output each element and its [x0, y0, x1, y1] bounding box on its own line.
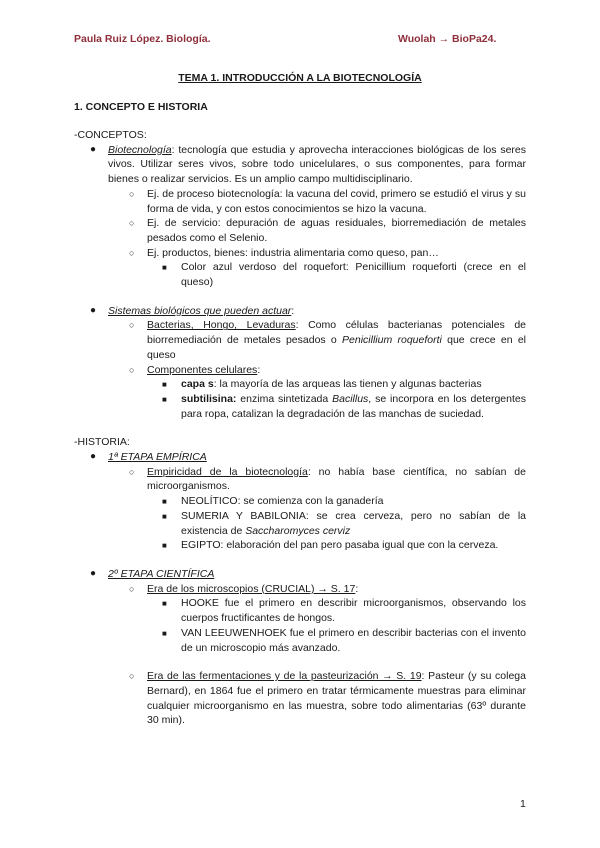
- bullet-square-icon: ■: [162, 511, 167, 521]
- bullet-disc-icon: ●: [90, 143, 97, 155]
- list-item: [0, 596, 600, 625]
- document-body: [0, 128, 600, 728]
- list-item: [0, 318, 600, 362]
- term: Biotecnología: [108, 143, 172, 156]
- page-number: 1: [520, 798, 526, 810]
- list-item: [0, 260, 600, 289]
- bullet-circle-icon: ○: [129, 247, 135, 258]
- list-item: [0, 392, 600, 421]
- definition: : la mayoría de las arqueas las tienen y algunas bacterias: [213, 378, 482, 391]
- term: Era de las fermentaciones y de la pasteurización → S. 19: [147, 670, 422, 683]
- history-text: HOOKE fue el primero en describir microorganismos, observando los cuerpos fructificantes de hongos.: [181, 597, 526, 625]
- term: Empiricidad de la biotecnología: [147, 465, 308, 478]
- list-item: [0, 377, 600, 392]
- list-item: [0, 509, 600, 538]
- bullet-circle-icon: ○: [129, 218, 135, 229]
- list-item: [0, 216, 600, 245]
- bullet-square-icon: ■: [162, 628, 167, 638]
- stage-heading: 1ª ETAPA EMPÍRICA: [108, 451, 207, 464]
- history-text: NEOLÍTICO: se comienza con la ganadería: [181, 495, 384, 508]
- bullet-square-icon: ■: [162, 394, 167, 404]
- bullet-square-icon: ■: [162, 497, 167, 507]
- bullet-circle-icon: ○: [129, 671, 135, 682]
- header-source: Wuolah → BioPa24.: [398, 33, 497, 45]
- bullet-circle-icon: ○: [129, 466, 135, 477]
- list-item: [0, 626, 600, 655]
- list-item: [0, 567, 600, 582]
- example-text: Ej. productos, bienes: industria alimentaria como queso, pan…: [147, 246, 439, 259]
- example-text: Ej. de proceso biotecnología: la vacuna del covid, primero se estudió el virus y su forma de vida, y con estos conocimientos se hizo la vacuna.: [147, 187, 526, 215]
- list-item: [0, 582, 600, 597]
- example-text: Color azul verdoso del roquefort: Penicillium roqueforti (crece en el queso): [181, 261, 526, 289]
- list-item: [0, 538, 600, 553]
- bullet-circle-icon: ○: [129, 188, 135, 199]
- list-item: [0, 143, 600, 187]
- list-item: [0, 187, 600, 216]
- bullet-square-icon: ■: [162, 541, 167, 551]
- list-item: [0, 669, 600, 728]
- list-item: [0, 246, 600, 261]
- bullet-circle-icon: ○: [129, 364, 135, 375]
- term: Era de los microscopios (CRUCIAL) → S. 17: [147, 582, 356, 595]
- history-text: SUMERIA Y BABILONIA: se crea cerveza, pero no sabían de la existencia de: [181, 509, 526, 537]
- stage-heading: 2º ETAPA CIENTÍFICA: [108, 567, 215, 580]
- punctuation: :: [257, 363, 261, 376]
- list-item: [0, 465, 600, 494]
- section-heading: 1. CONCEPTO E HISTORIA: [74, 101, 208, 113]
- term: capa s: [181, 378, 214, 391]
- header-author: Paula Ruiz López. Biología.: [74, 33, 211, 45]
- definition: que crece en el queso: [147, 334, 526, 361]
- term: Bacterias, Hongo, Levaduras: [147, 319, 296, 332]
- list-item: [0, 363, 600, 378]
- definition: , se incorpora en los detergentes para ropa, catalizan la degradación de las manchas de suciedad.: [181, 392, 526, 420]
- bullet-disc-icon: ●: [90, 304, 97, 316]
- bullet-disc-icon: ●: [90, 451, 97, 463]
- term: Componentes celulares: [147, 363, 258, 376]
- definition: : Pasteur (y su colega Bernard), en 1864 fue el primero en tratar térmicamente muestras para eliminar cualquier microorganismo en las muestra, sobre todo alimentarias (63º durante 30 min).: [147, 670, 526, 727]
- bullet-circle-icon: ○: [129, 320, 135, 331]
- bullet-square-icon: ■: [162, 599, 167, 609]
- punctuation: :: [291, 304, 295, 317]
- bullet-square-icon: ■: [162, 380, 167, 390]
- definition: enzima sintetizada: [236, 392, 333, 405]
- list-item: [0, 304, 600, 319]
- history-text: VAN LEEUWENHOEK fue el primero en describir bacterias con el invento de un microscopio más avanzado.: [181, 626, 526, 654]
- document-title: TEMA 1. INTRODUCCIÓN A LA BIOTECNOLOGÍA: [178, 72, 422, 84]
- species-name: Saccharomyces cerviz: [245, 524, 351, 537]
- definition: : no había base científica, no sabían de microorganismos.: [147, 465, 526, 493]
- definition: : Como células bacterianas potenciales de biorremediación de metales pesados o: [147, 319, 527, 347]
- bullet-square-icon: ■: [162, 263, 167, 273]
- definition: : tecnología que estudia y aprovecha interacciones biológicas de los seres vivos. Utilizar seres vivos, sobre todo unicelulares, o sus componentes, para formar bienes o realizar servicios. Es un amplio campo multidisciplinario.: [108, 143, 526, 186]
- bullet-disc-icon: ●: [90, 567, 97, 579]
- punctuation: :: [355, 582, 359, 595]
- term: subtilisina:: [181, 392, 237, 405]
- bullet-circle-icon: ○: [129, 583, 135, 594]
- historia-label: -HISTORIA:: [74, 436, 130, 449]
- list-item: [0, 494, 600, 509]
- example-text: Ej. de servicio: depuración de aguas residuales, biorremediación de metales pesados como el Selenio.: [147, 217, 526, 244]
- species-name: Bacillus: [332, 392, 369, 405]
- list-item: [0, 450, 600, 465]
- term: Sistemas biológicos que pueden actuar: [108, 304, 292, 317]
- species-name: Penicillium roqueforti: [342, 334, 442, 347]
- conceptos-label: -CONCEPTOS:: [74, 129, 147, 141]
- history-text: EGIPTO: elaboración del pan pero pasaba igual que con la cerveza.: [181, 539, 499, 552]
